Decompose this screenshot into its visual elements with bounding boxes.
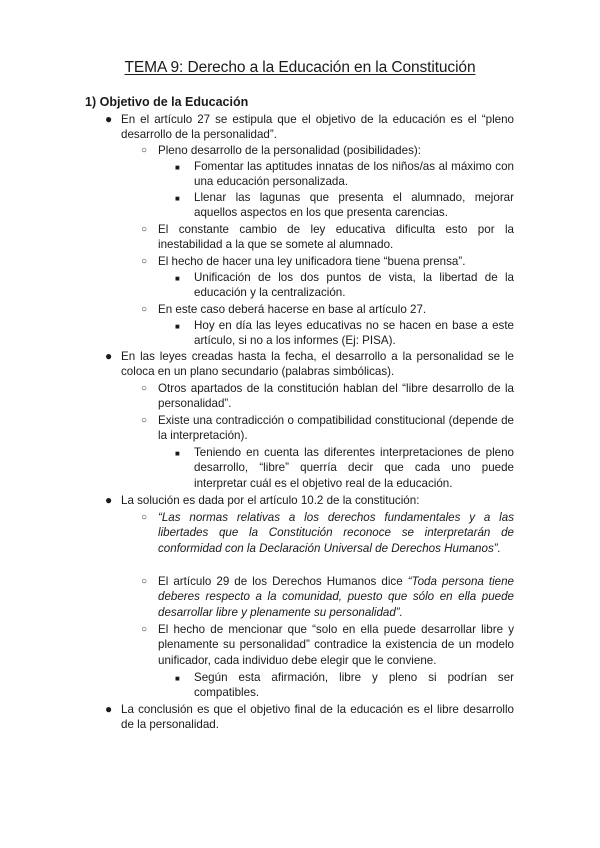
square-bullet-icon: ■ <box>175 674 180 683</box>
circle-bullet-icon: ○ <box>141 145 148 156</box>
square-bullet-icon: ■ <box>175 449 180 458</box>
disc-bullet-icon: ● <box>105 349 113 363</box>
circle-bullet-icon: ○ <box>141 224 148 235</box>
circle-bullet-icon: ○ <box>141 576 148 587</box>
list-item-a1-4-1 <box>194 318 514 349</box>
section-heading-text: Objetivo de la Educación <box>99 95 249 109</box>
disc-bullet-icon: ● <box>105 702 113 716</box>
section-heading <box>85 94 248 110</box>
list-item-a1-1 <box>158 143 514 158</box>
list-item-a3 <box>121 493 514 508</box>
list-item-a1-1-2 <box>194 190 514 221</box>
circle-bullet-icon: ○ <box>141 624 148 635</box>
item-text: Teniendo en cuenta las diferentes interpretaciones de pleno desarrollo, “libre” querría decir que cada uno puede interpretar cuál es el objetivo real de la educación. <box>194 446 514 490</box>
circle-bullet-icon: ○ <box>141 512 148 523</box>
item-text: Según esta afirmación, libre y pleno si podrían ser compatibles. <box>194 671 514 700</box>
item-text: Otros apartados de la constitución hablan del “libre desarrollo de la personalidad”. <box>158 382 514 411</box>
list-item-a1-2 <box>158 222 514 253</box>
list-item-a3-1 <box>158 510 514 556</box>
list-item-a1-4 <box>158 302 514 317</box>
list-item-a3-2 <box>158 574 514 620</box>
item-text: En las leyes creadas hasta la fecha, el desarrollo a la personalidad se le coloca en un plano secundario (palabras simbólicas). <box>121 350 514 379</box>
item-text: En este caso deberá hacerse en base al artículo 27. <box>158 303 427 316</box>
item-text: Existe una contradicción o compatibilidad constitucional (depende de la interpretación). <box>158 414 514 443</box>
page-title: TEMA 9: Derecho a la Educación en la Constitución <box>124 59 476 76</box>
item-text: En el artículo 27 se estipula que el objetivo de la educación es el “pleno desarrollo de la personalidad”. <box>121 113 514 142</box>
item-text: El hecho de hacer una ley unificadora tiene “buena prensa”. <box>158 255 466 268</box>
item-text: Llenar las lagunas que presenta el alumnado, mejorar aquellos aspectos en los que presenta carencias. <box>194 191 514 220</box>
disc-bullet-icon: ● <box>105 493 113 507</box>
item-text: Fomentar las aptitudes innatas de los niños/as al máximo con una educación personalizada. <box>194 160 514 189</box>
circle-bullet-icon: ○ <box>141 415 148 426</box>
list-item-a1-3 <box>158 254 514 269</box>
list-item-a1-1-1 <box>194 159 514 190</box>
item-text: “Las normas relativas a los derechos fundamentales y a las libertades que la Constitución reconoce se interpretarán de conformidad con la Declaración Universal de Derechos Humanos”. <box>158 511 514 555</box>
section-number: 1) <box>85 95 97 109</box>
list-item-a2-2-1 <box>194 445 514 491</box>
item-text: El hecho de mencionar que “solo en ella puede desarrollar libre y plenamente su personalidad” contradice la existencia de un modelo unificador, cada individuo debe elegir que le conviene. <box>158 623 514 667</box>
list-item-a2-2 <box>158 413 514 444</box>
square-bullet-icon: ■ <box>175 322 180 331</box>
circle-bullet-icon: ○ <box>141 256 148 267</box>
list-item-a1 <box>121 112 514 143</box>
item-text: El artículo 29 de los Derechos Humanos dice <box>158 575 408 588</box>
item-text: El constante cambio de ley educativa dificulta esto por la inestabilidad a la que se somete al alumnado. <box>158 223 514 252</box>
square-bullet-icon: ■ <box>175 163 180 172</box>
list-item-a2-1 <box>158 381 514 412</box>
list-item-a3-3 <box>158 622 514 668</box>
list-item-a2 <box>121 349 514 380</box>
item-text: Hoy en día las leyes educativas no se hacen en base a este artículo, si no a los informes (Ej: PISA). <box>194 319 514 348</box>
item-text: La conclusión es que el objetivo final de la educación es el libre desarrollo de la personalidad. <box>121 703 514 732</box>
square-bullet-icon: ■ <box>175 194 180 203</box>
list-item-a3-3-1 <box>194 670 514 701</box>
item-text: La solución es dada por el artículo 10.2 de la constitución: <box>121 494 420 507</box>
circle-bullet-icon: ○ <box>141 383 148 394</box>
circle-bullet-icon: ○ <box>141 304 148 315</box>
disc-bullet-icon: ● <box>105 112 113 126</box>
item-text: Unificación de los dos puntos de vista, la libertad de la educación y la centralización. <box>194 271 514 300</box>
item-text: Pleno desarrollo de la personalidad (posibilidades): <box>158 144 421 157</box>
square-bullet-icon: ■ <box>175 274 180 283</box>
list-item-a4 <box>121 702 514 733</box>
list-item-a1-3-1 <box>194 270 514 301</box>
item-quote: “Toda persona tiene deberes respecto a la comunidad, puesto que sólo en ella puede desarrollar libre y plenamente su personalidad”. <box>158 575 515 619</box>
